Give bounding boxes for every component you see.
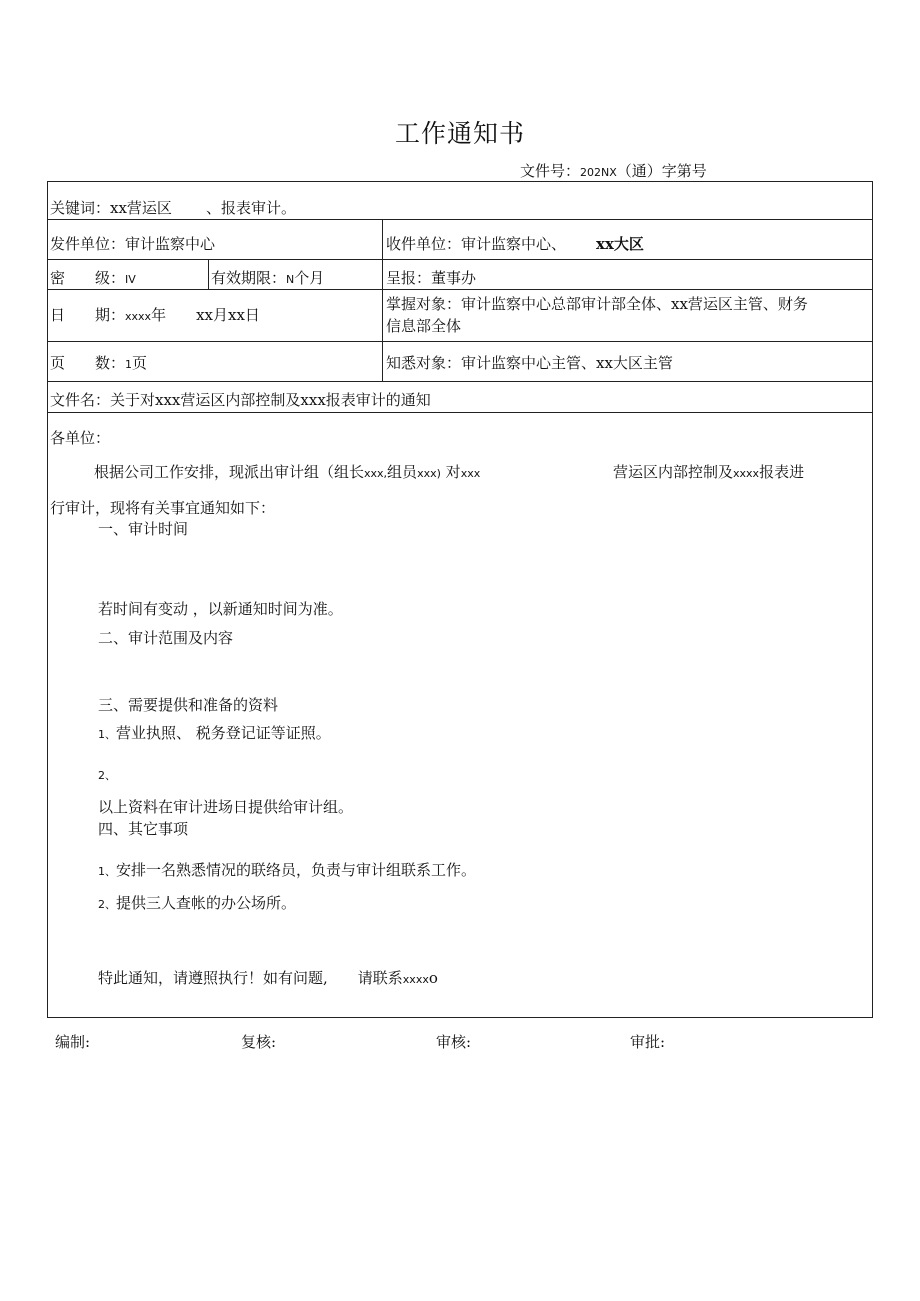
- signature-audit: 审核:: [436, 1033, 472, 1051]
- section-2-heading: 二、审计范围及内容: [98, 629, 234, 647]
- signature-approve: 审批:: [630, 1033, 666, 1051]
- keywords-rest: 、报表审计。: [205, 199, 296, 217]
- column-divider: [208, 259, 209, 289]
- item-number: 1、: [98, 728, 116, 741]
- sender-cell: [50, 233, 215, 255]
- section-4-heading: 四、其它事项: [98, 820, 189, 838]
- date-year-unit: 年: [151, 306, 167, 324]
- validity-value: N: [286, 273, 295, 286]
- section-3-note: 以上资料在审计进场日提供给审计组。: [98, 798, 354, 816]
- para1-leader: xxx,: [364, 467, 388, 480]
- para1-target: xxx: [460, 467, 481, 480]
- para1-text: 营运区内部控制及: [613, 463, 734, 481]
- file-name-value: 关于对xxx营运区内部控制及xxx报表审计的通知: [110, 391, 431, 409]
- row-divider: [48, 341, 872, 342]
- master-target-label: 掌握对象：: [386, 295, 462, 313]
- notice-form: [47, 181, 873, 1018]
- report-to-cell: [386, 267, 476, 289]
- section-4-item-1: [98, 859, 476, 883]
- secrecy-label: 密 级：: [50, 269, 126, 287]
- document-number: [520, 160, 707, 181]
- signature-compile: 编制:: [55, 1033, 91, 1051]
- validity-unit: 个月: [294, 269, 325, 287]
- keywords-cell: [50, 197, 296, 219]
- salutation: 各单位：: [50, 429, 111, 447]
- row-divider: [48, 259, 872, 260]
- section-1-heading: 一、审计时间: [98, 520, 189, 538]
- item-text: 安排一名熟悉情况的联络员，负责与审计组联系工作。: [116, 861, 477, 879]
- para1-report: xxxx: [733, 467, 760, 480]
- section-3-item-2: [98, 763, 116, 787]
- date-month-day: xx月xx日: [196, 306, 260, 324]
- body-paragraph-1-tail: [613, 461, 804, 485]
- para1-text: 根据公司工作安排，现派出审计组（组长: [94, 463, 365, 481]
- document-number-year: 202NX: [580, 166, 617, 179]
- date-cell: [50, 304, 260, 328]
- closing-text: o: [428, 969, 438, 987]
- pages-value: 1: [125, 358, 133, 371]
- document-number-label: 文件号：: [520, 162, 581, 180]
- sender-label: 发件单位：: [50, 235, 126, 253]
- pages-cell: [50, 352, 147, 376]
- file-name-label: 文件名：: [50, 391, 111, 409]
- section-3-item-1: [98, 722, 331, 746]
- section-3-heading: 三、需要提供和准备的资料: [98, 696, 279, 714]
- row-divider: [48, 381, 872, 382]
- closing-text: 特此通知，请遵照执行！如有问题,: [98, 969, 328, 987]
- sender-value: 审计监察中心: [125, 235, 216, 253]
- row-divider: [48, 219, 872, 220]
- inform-target-value: 审计监察中心主管、xx大区主管: [461, 354, 673, 372]
- para1-text: 对: [445, 463, 461, 481]
- signature-review: 复核:: [241, 1033, 277, 1051]
- report-to-value: 董事办: [431, 269, 477, 287]
- item-text: 提供三人查帐的办公场所。: [116, 894, 297, 912]
- para1-text: 组员: [387, 463, 418, 481]
- pages-unit: 页: [132, 354, 148, 372]
- column-divider: [382, 219, 383, 381]
- file-name-cell: [50, 389, 431, 411]
- inform-target-label: 知悉对象：: [386, 354, 462, 372]
- closing-text: 请联系: [357, 969, 403, 987]
- receiver-cell: [386, 233, 644, 255]
- item-number: 1、: [98, 865, 116, 878]
- document-number-rest: （通）字第号: [616, 162, 707, 180]
- section-1-note: 若时间有变动 ，以新通知时间为准。: [98, 600, 343, 618]
- row-divider: [48, 412, 872, 413]
- master-target-cell: [386, 293, 808, 337]
- section-4-item-2: [98, 892, 296, 916]
- validity-cell: [211, 267, 324, 291]
- keywords-label: 关键词：: [50, 199, 111, 217]
- item-text: 营业执照、 税务登记证等证照。: [116, 724, 331, 742]
- inform-target-cell: [386, 352, 673, 374]
- item-number: 2、: [98, 769, 116, 782]
- master-target-line1: 审计监察中心总部审计部全体、xx营运区主管、财务: [461, 295, 808, 313]
- body-paragraph-1-line2: 行审计，现将有关事宜通知如下：: [50, 499, 276, 517]
- secrecy-cell: [50, 267, 136, 291]
- secrecy-value: IV: [125, 273, 136, 286]
- date-year: xxxx: [125, 310, 152, 323]
- item-number: 2、: [98, 898, 116, 911]
- closing-line: [98, 967, 438, 991]
- para1-text: 报表进: [759, 463, 805, 481]
- para1-member: xxx): [417, 467, 441, 480]
- validity-label: 有效期限：: [211, 269, 287, 287]
- receiver-label: 收件单位：: [386, 235, 462, 253]
- body-paragraph-1: [94, 461, 480, 485]
- receiver-region: xx大区: [596, 235, 644, 253]
- report-to-label: 呈报：: [386, 269, 432, 287]
- receiver-value: 审计监察中心、: [461, 235, 567, 253]
- keywords-area: xx营运区: [110, 199, 172, 217]
- pages-label: 页 数：: [50, 354, 126, 372]
- row-divider: [48, 289, 872, 290]
- date-label: 日 期：: [50, 306, 126, 324]
- closing-contact: xxxx: [402, 973, 429, 986]
- document-title: 工作通知书: [394, 119, 525, 148]
- master-target-line2: 信息部全体: [386, 317, 462, 335]
